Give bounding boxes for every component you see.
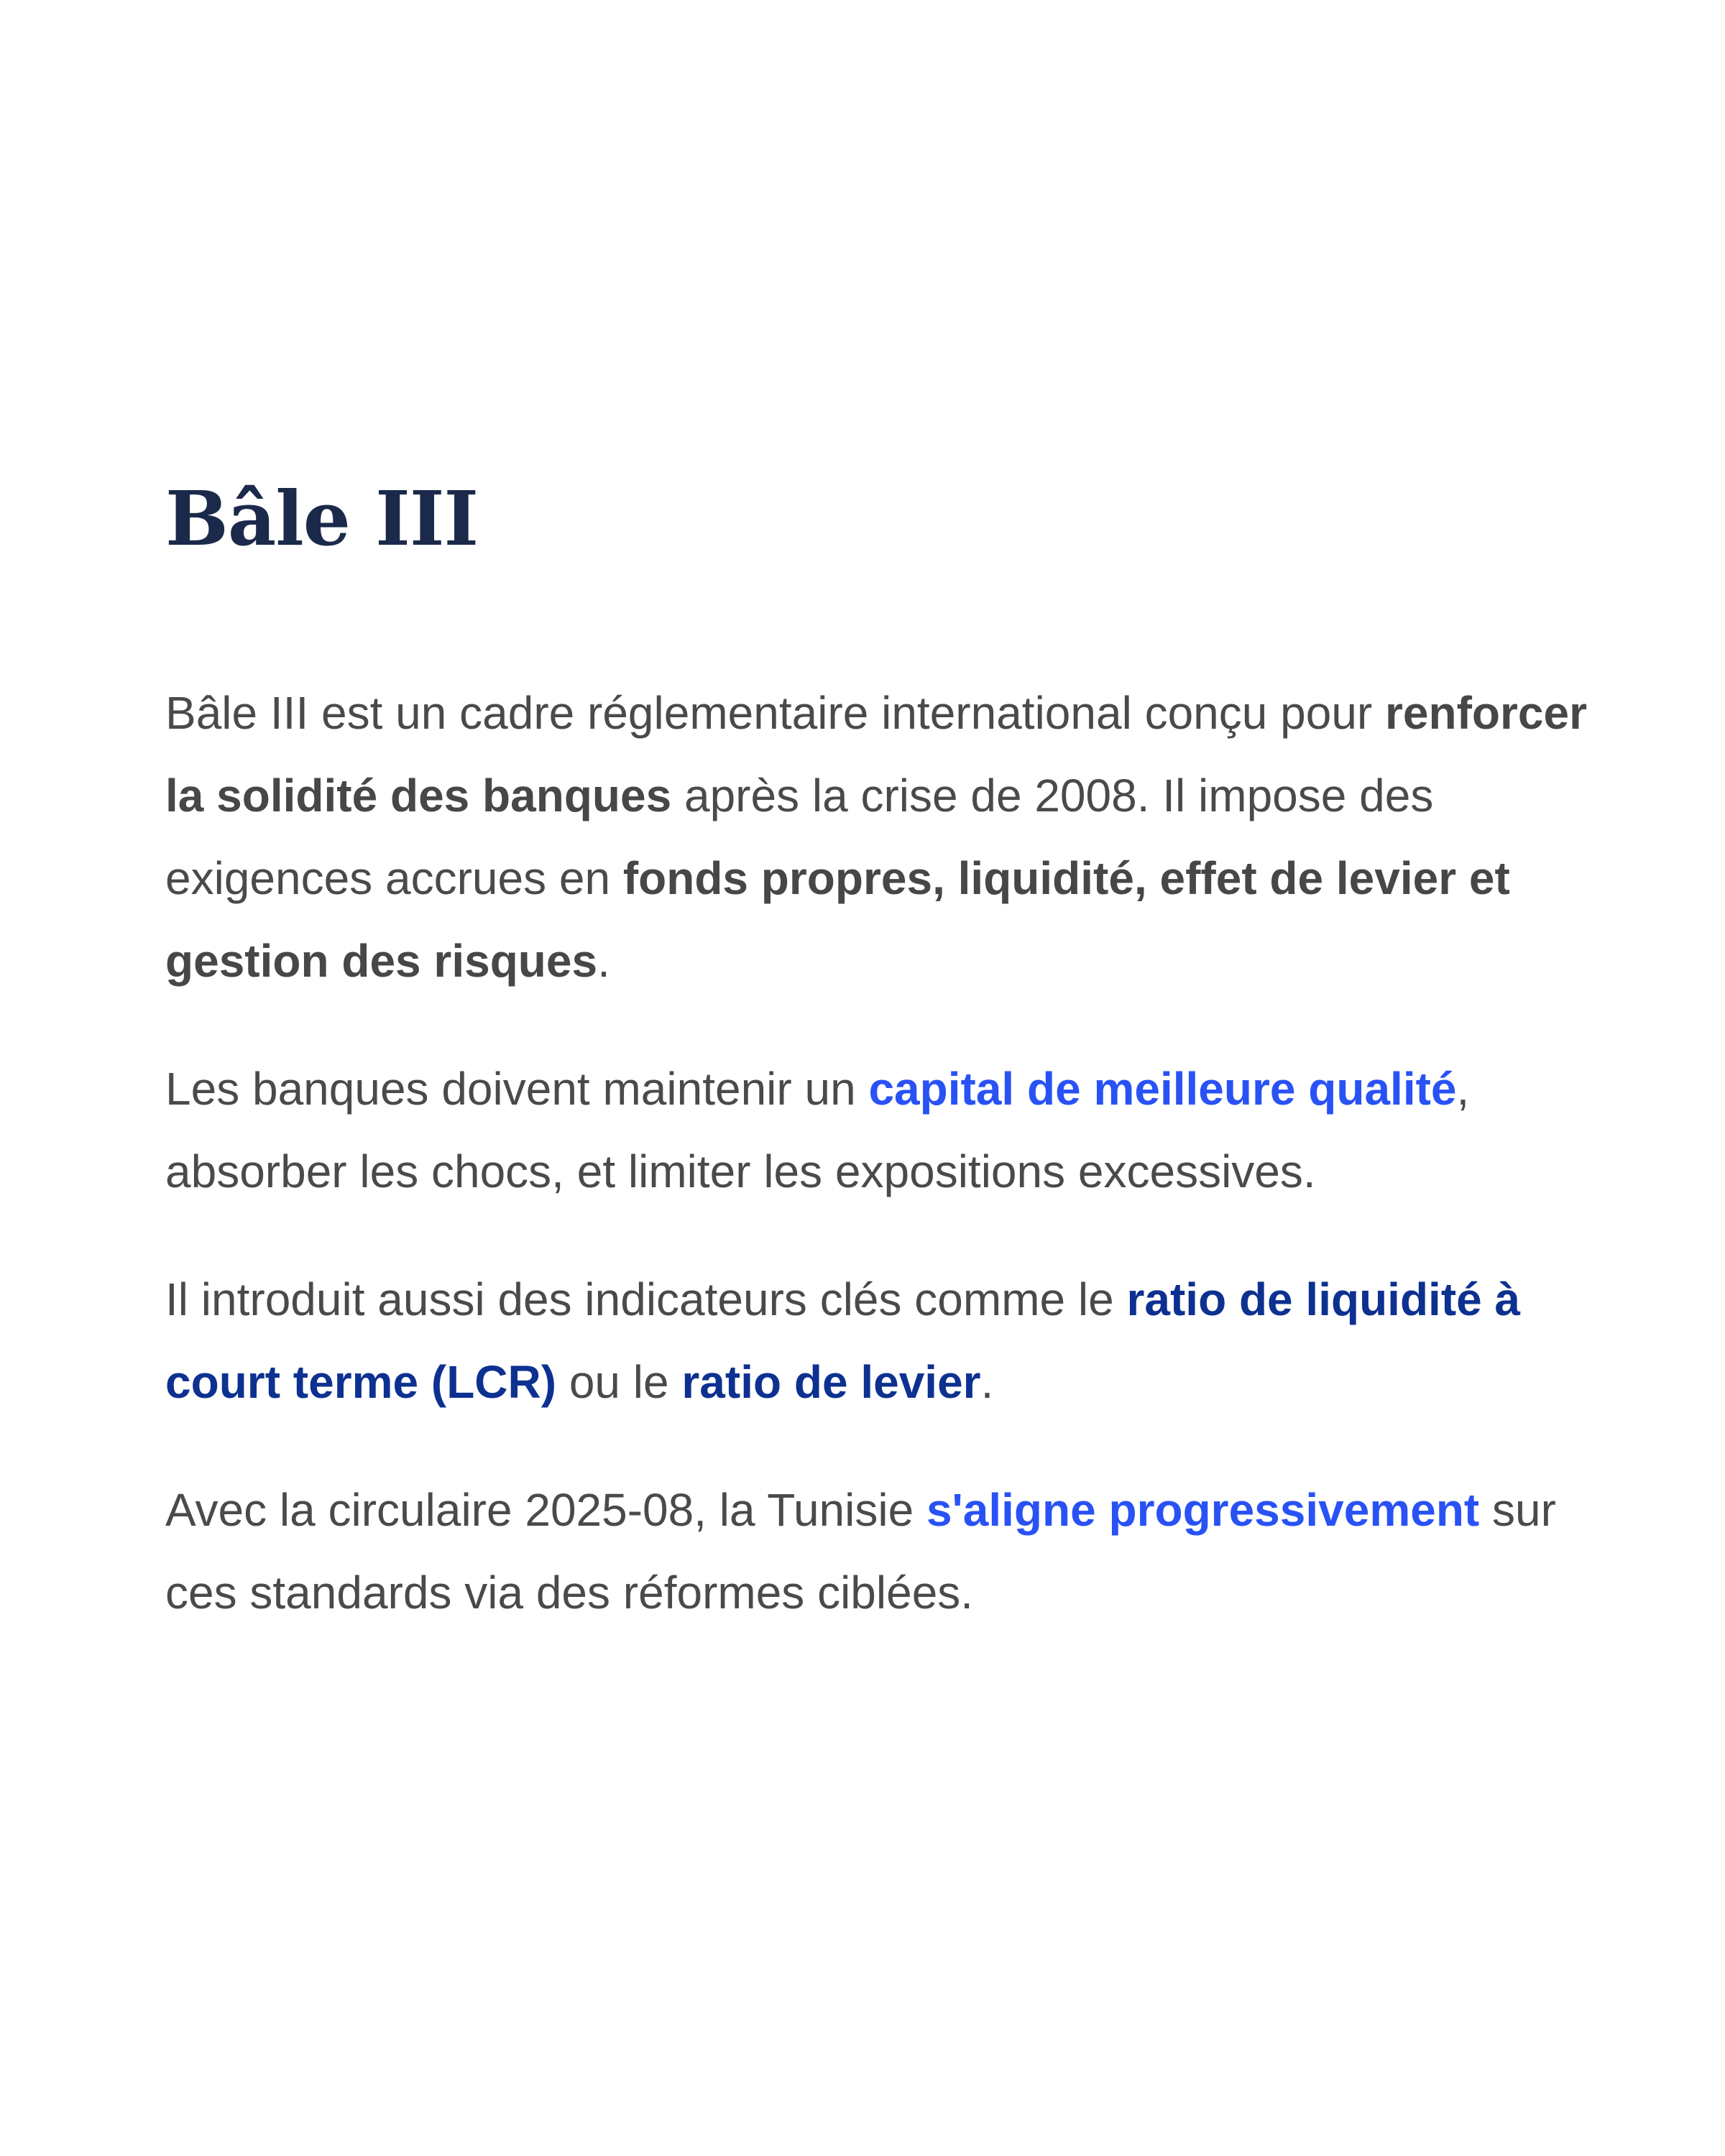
page-title: Bâle III [165,474,479,563]
paragraph-text: Il introduit aussi des indicateurs clés comme le [165,1273,1127,1325]
paragraph-text: Les banques doivent maintenir un [165,1062,869,1115]
emphasis-requirements: fonds propres, liquidité, effet de levier et gestion des risques [165,852,1510,987]
paragraph-text: . [597,934,610,987]
paragraph-text: , absorber les chocs, et limiter les expositions excessives. [165,1062,1470,1197]
highlight-alignment: s'aligne progressivement [926,1483,1480,1536]
paragraph-text: sur ces standards via des réformes ciblées. [165,1483,1556,1618]
paragraph-text: . [980,1355,994,1408]
paragraph-tunisia [165,1469,1588,1634]
paragraph-text: Bâle III est un cadre réglementaire international conçu pour [165,686,1385,739]
highlight-lcr: ratio de liquidité à court terme (LCR) [165,1273,1521,1408]
emphasis-solidity: renforcer la solidité des banques [165,686,1587,821]
paragraph-capital [165,1048,1588,1213]
highlight-capital-quality: capital de meilleure qualité [868,1062,1457,1115]
paragraph-text: ou le [556,1355,682,1408]
document-page [165,474,1588,1680]
paragraph-intro [165,672,1588,1003]
paragraph-text: Avec la circulaire 2025-08, la Tunisie [165,1483,926,1536]
highlight-leverage-ratio: ratio de levier [681,1355,981,1408]
paragraph-indicators [165,1258,1588,1424]
paragraph-text: après la crise de 2008. Il impose des exigences accrues en [165,769,1434,904]
